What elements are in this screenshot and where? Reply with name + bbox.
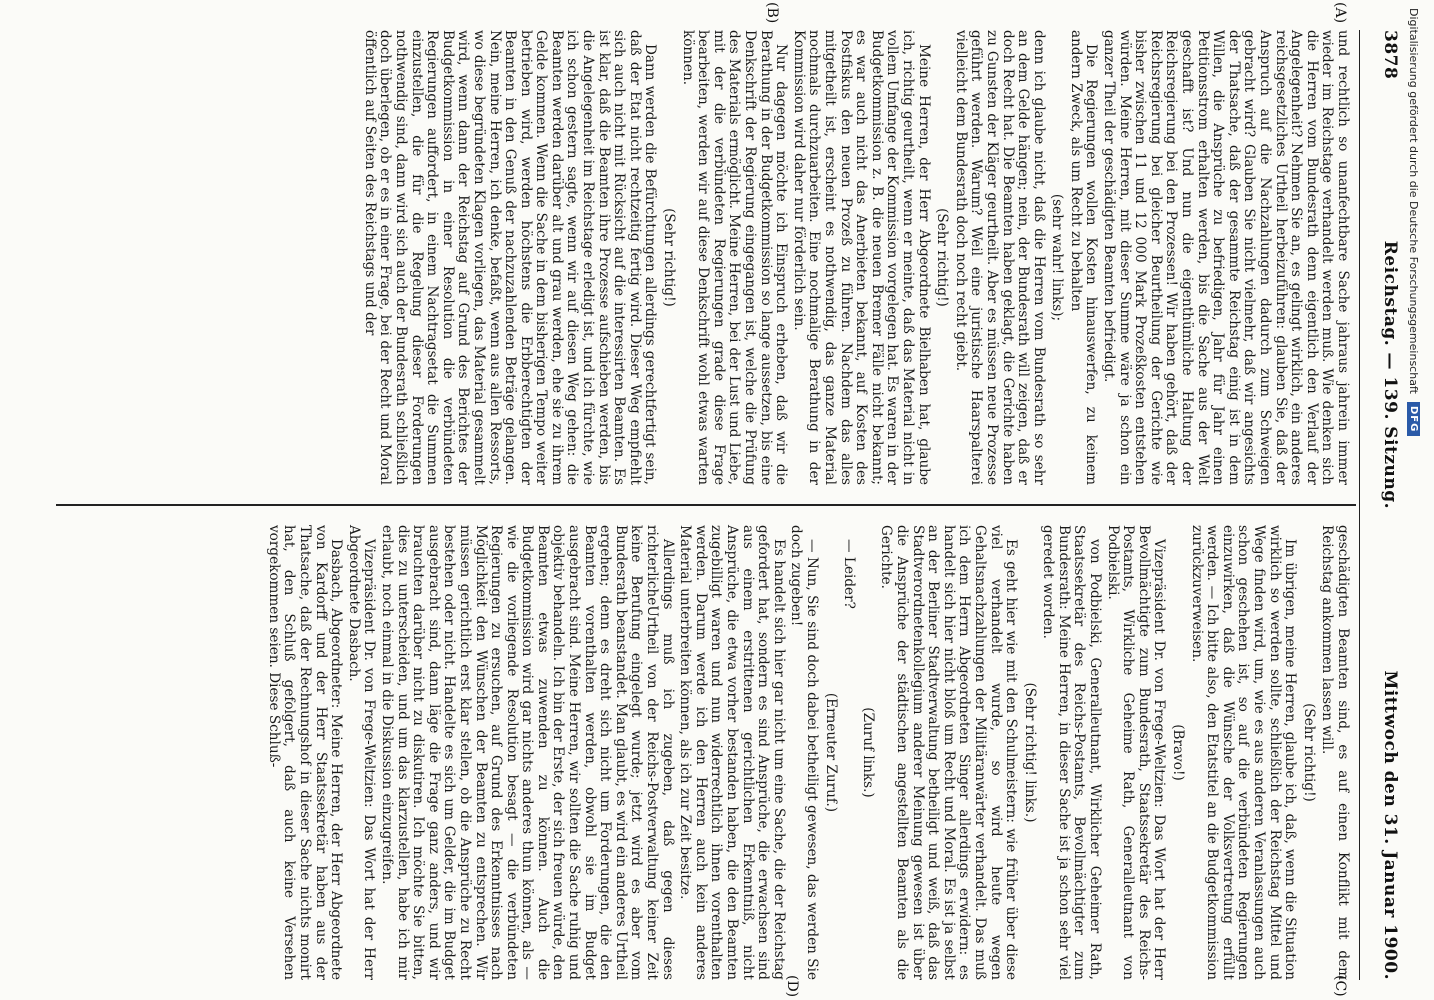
- paragraph: — Leider?: [841, 539, 858, 609]
- paragraph: Es geht hier wie mit den Schulmeistern: wie früher über diese viel verhandelt wurde, so wird heute wegen Gehaltsnachzahlungen der Militäranwärter verhandelt. Das muß ich dem Herrn Abgeordneten Singer allerdings erwidern: es handelt sich hier nicht bloß um Recht und Moral. Es ist ja selbst an der Berliner Stadtverwaltung betheiligt und weiß, daß das Stadtverordnetenkollegium anderer Meinung gewesen ist über die Ansprüche der städtischen angestellten Beamten als die Gerichte.: [878, 525, 1020, 980]
- paragraph: geschädigten Beamten sind, es auf einen Konflikt mit dem Reichstag ankommen lassen will.: [1319, 525, 1351, 980]
- credit-text: Digitalisierung gefördert durch die Deutsche Forschungsgemeinschaft: [1407, 8, 1421, 394]
- speaker-paragraph: Dasbach, Abgeordneter: Meine Herren, der Herr Abgeordnete von Kardorff und der Herr Staatssekretär haben aus der Thatsache, daß der Rechnungshof in dieser Sache nichts monirt hat, den Schluß gefolgert, daß auch keine Versehen vorgekommen seien. Diese Schluß-: [265, 525, 345, 980]
- interjection: (Sehr richtig!): [1300, 703, 1317, 802]
- interjection: (Sehr richtig!): [661, 208, 678, 307]
- interjection: (sehr wahr! links);: [1049, 193, 1066, 322]
- dfg-logo: DFG: [1408, 402, 1421, 436]
- speaker-paragraph: von Podbielski, Generalleutnant, Wirklicher Geheimer Rath, Staatssekretär des Reichs-Postamts, Bevollmächtigter zum Bundesrath: Meine Herren, in dieser Sache ist ja schon sehr viel geredet worden.: [1040, 525, 1104, 980]
- rotated-page-content: [50, 2, 1420, 998]
- paragraph: Die Regierungen wollen Kosten hinauswerfen, zu keinem andern Zweck, als um Recht zu behalten: [1067, 30, 1100, 485]
- margin-marker-c: (C): [1332, 975, 1348, 997]
- speaker-paragraph: Vizepräsident Dr. von Frege-Weltzien: Das Wort hat der Herr Abgeordnete Dasbach.: [345, 525, 378, 980]
- paragraph: und rechtlich so unanfechtbare Sache jahraus jahrein immer wieder im Reichstage verhandelt werden muß. Wie denken sich die Herren vom Bundesrath denn eigentlich den Verlauf der Angelegenheit? Nehmen Sie an, es gelingt wirklich, ein anderes reichsgesetzliches Urtheil herbeizuführen: glauben Sie, daß der Anspruch auf die Nachzahlungen dadurch zum Schweigen gebracht wird? Glauben Sie nicht vielmehr, daß wir angesichts der Thatsache, daß der gesammte Reichstag einig ist in dem Willen, die Ansprüche zu befriedigen, Jahr für Jahr einen Petitionsstrom erhalten werden, bis die Sache aus der Welt geschafft ist? Und nun die eigenthümliche Haltung der Reichsregierung bei den Prozessen! Wir haben gehört, daß der Reichsregierung bei gleicher Beurtheilung der Gerichte wie bisher zwischen 11 und 12 000 Mark Prozeßkosten entstehen würden. Meine Herren, mit dieser Summe wäre ja schon ein ganzer Theil der geschädigten Beamten befriedigt.: [1101, 30, 1351, 485]
- paragraph: Es handelt sich hier gar nicht um eine Sache, die der Reichstag gefordert hat, sondern es sind Ansprüche, die erwachsen sind aus einem erstrittenen gerichtlichen Erkenntniß, nicht Ansprüche, die etwa vorher bestanden haben, die den Beamten zugebilligt waren und nun widerrechtlich ihnen vorenthalten werden. Darum werde ich den Herren auch kein anderes Material unterbreiten können, als ich zur Zeit besitze.: [677, 525, 787, 980]
- paragraph: Meine Herren, der Herr Abgeordnete Bielhaben hat, glaube ich, richtig geurtheilt, wenn er meinte, daß das Material nicht in vollem Umfange der Kommission vorgelegen hat. Es waren in der Budgetkommission z. B. die neuen Bremer Fälle nicht bekannt; es war auch nicht das Anerbieten bekannt, auf Kosten des Postfiskus den neuen Prozeß zu führen. Nachdem das alles mitgetheilt ist, erscheint es nothwendig, das ganze Material nochmals durchzuarbeiten. Eine nochmalige Berathung in der Kommission wird daher nur förderlich sein.: [790, 30, 932, 485]
- column-divider: [56, 504, 1356, 506]
- margin-marker-b: (B): [764, 2, 780, 24]
- margin-marker-d: (D): [784, 975, 800, 998]
- paragraph: — Nun, Sie sind doch dabei betheiligt gewesen, das werden Sie doch zugeben!: [788, 525, 820, 980]
- interjection: (Erneuter Zuruf.): [822, 692, 839, 813]
- interjection: (Sehr richtig!): [934, 208, 951, 307]
- paragraph: Dann werden die Befürchtungen allerdings gerechtfertigt sein, daß der Etat nicht rechtzeitig fertig wird. Dieser Weg empfiehlt sich auch nicht mit Rücksicht auf die interessirten Beamten. Es ist klar, daß die Beamten ihre Prozesse aufschieben werden, bis die Angelegenheit im Reichstage erledigt ist, und ich fürchte, wie ich schon gestern sagte, wenn wir auf diesen Weg gehen: die Beamten werden darüber alt und grau werden, ehe sie zu ihrem Gelde kommen. Wenn die Sache in dem bisherigen Tempo weiter betrieben wird, werden höchstens die Erbberechtigten der Beamten in den Genuß der nachzuzahlenden Beträge gelangen. Nein, meine Herren, ich denke, befaßt, wenn aus allen Ressorts, wo diese begründeten Klagen vorliegen, das Material gesammelt wird, wenn dann der Reichstag auf Grund des Berichtes der Budgetkommission in einer Resolution die verbündeten Regierungen auffordert, in einem Nachtragsetat die Summen einzustellen, die für die Regelung dieser Forderungen nothwendig sind, dann wird sich auch der Bundesrath schließlich doch überlegen, ob er es in einer Frage, bei der Recht und Moral öffentlich auf Seiten des Reichstags und der: [361, 30, 659, 485]
- interjection: (Bravo!): [1170, 724, 1187, 781]
- speaker-paragraph: Vizepräsident Dr. von Frege-Weltzien: Das Wort hat der Herr Bevollmächtigte zum Bundesrath, Staatssekretär des Reichs-Postamts, Wirkliche Geheime Rath, Generalleutnant von Podbielski.: [1104, 525, 1168, 980]
- interjection: (Sehr richtig! links.): [1021, 682, 1038, 823]
- session-date: Mittwoch den 31. Januar 1900.: [1380, 670, 1400, 980]
- paragraph: Allerdings muß ich zugeben, daß gegen dieses richterlicheUrtheil von der Reichs-Postverwaltung keiner Zeit keine Berufung eingelegt wurde; jetzt wird es aber vom Bundesrath beanstandet. Man glaubt, es wird ein anderes Urtheil ergehen; denn es dreht sich nicht um Forderungen, die den Beamten vorenthalten werden, obwohl sie im Budget ausgebracht sind. Meine Herren, wir sollten die Sache ruhig und objektiv behandeln. Ich bin der Erste, der sich freuen würde, den Beamten etwas zuwenden zu können. Auch die Budgetkommission wird gar nichts anderes thun können, als — wie die vorliegende Resolution besagt — die verbündeten Regierungen zu ersuchen, auf Grund des Erkenntnisses nach Möglichkeit den Wünschen der Beamten zu entsprechen. Wir müssen gerichtlich erst klar stellen, ob die Ansprüche zu Recht bestehen oder nicht. Handelte es sich um Gelder, die im Budget ausgebracht sind, dann läge die Frage ganz anders, und wir brauchten darüber nicht zu diskutiren. Ich möchte Sie bitten, dies zu unterscheiden, und um das klarzustellen, habe ich mir erlaubt, noch einmal in die Diskussion einzugreifen.: [378, 525, 676, 980]
- paragraph: Im übrigen, meine Herren, glaube ich, daß, wenn die Situation wirklich so werden sollte, schließlich der Reichstag Mittel und Wege finden wird, um, wie es aus anderen Veranlassungen auch schon geschehen ist, so auf die verbündeten Regierungen einzuwirken, daß die Wünsche der Volksvertretung erfüllt werden. — Ich bitte also, den Etatstitel an die Budgetkommission zurückzuverweisen.: [1188, 525, 1299, 980]
- digitization-credit: [1403, 8, 1425, 988]
- page-number: 3878: [1380, 30, 1400, 80]
- paragraph: denn ich glaube nicht, daß die Herren vom Bundesrath so sehr an dem Gelde hängen; nein, der Bundesrath will zeigen, daß er doch Recht hat. Die Beamten haben geklagt, die Gerichte haben zu Gunsten der Kläger geurtheilt. Aber es müssen neue Prozesse geführt werden. Warum? Weil eine juristische Haarspalterei vielleicht dem Bundesrath doch noch recht giebt.: [952, 30, 1047, 485]
- session-title: Reichstag. — 139. Sitzung.: [1380, 240, 1400, 510]
- interjection: (Zuruf links.): [859, 707, 876, 798]
- paragraph: Nur dagegen möchte ich Einspruch erheben, daß wir die Berathung in der Budgetkommission so lange aussetzen, bis eine Denkschrift der Regierung eingegangen ist, welche die Prüfung des Materials ermöglicht. Meine Herren, bei der Lust und Liebe, mit der die verbündeten Regierungen grade diese Frage bearbeiten, werden wir auf diese Denkschrift wohl etwas warten können.: [679, 30, 790, 485]
- margin-marker-a: (A): [1332, 2, 1348, 24]
- left-column: [359, 30, 1350, 485]
- right-column: [263, 525, 1350, 980]
